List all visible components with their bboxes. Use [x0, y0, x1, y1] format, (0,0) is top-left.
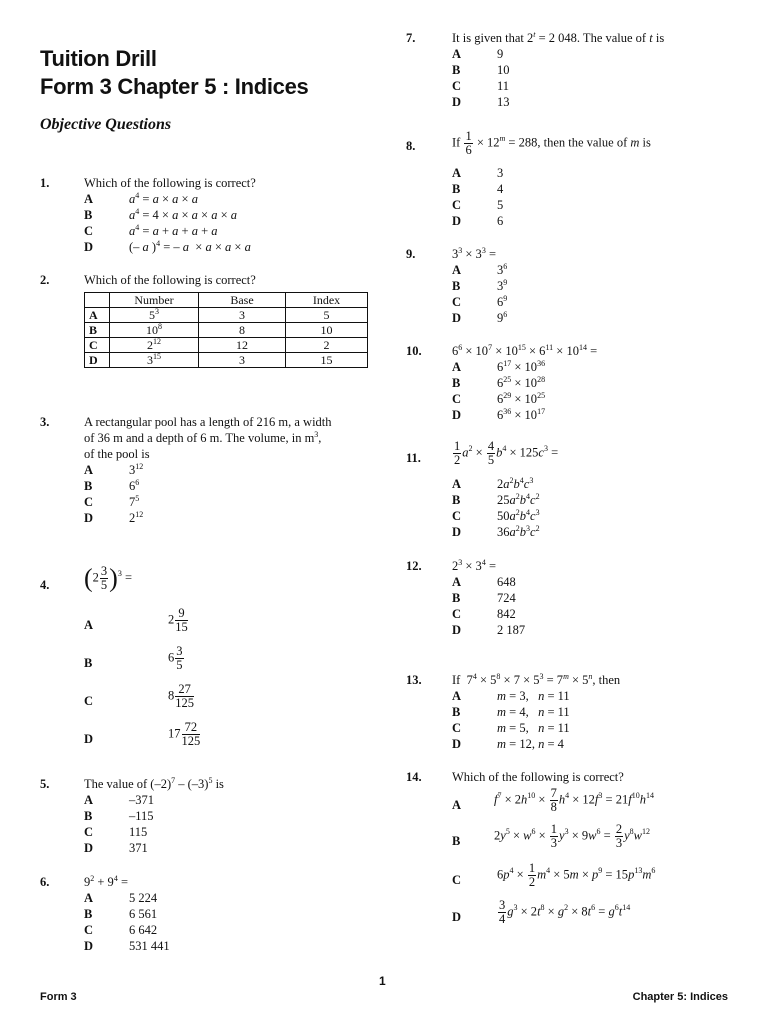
question-number: 2.: [40, 273, 50, 287]
option-label: C: [452, 607, 462, 621]
option-label: C: [85, 338, 110, 353]
option-label: C: [84, 224, 94, 238]
option-value: 10: [497, 63, 510, 77]
question-expression: (2 $\frac{3}{5}$ )$^3$ =: [84, 563, 133, 593]
question-14: [406, 769, 746, 939]
table-header: Base: [199, 293, 286, 308]
option-value: $6p^4$ × $\frac{1}{2}$ $m^4 \times 5m \times p^9 = 15p^{13}m^6$: [497, 861, 656, 889]
option-label: D: [452, 737, 462, 751]
option-value: m = 5, n = 11: [497, 721, 570, 735]
option-value: 5: [497, 198, 504, 212]
question-stem: $\frac{1}{2}$ $a^2$ × $\frac{4}{5}$ $b^4 \times 125c^3$ =: [454, 439, 559, 467]
question-stem: of the pool is: [84, 447, 150, 461]
page-title-line2: Form 3 Chapter 5 : Indices: [40, 74, 309, 99]
table-cell: 3: [199, 353, 286, 368]
option-value: (– a )$^4$ = – a × a × a × a: [129, 238, 251, 254]
option-label: C: [452, 295, 462, 309]
option-label: A: [84, 463, 94, 477]
question-10: [406, 343, 736, 423]
option-label: C: [84, 923, 94, 937]
option-label: A: [84, 793, 94, 807]
option-value: 6 $\frac{3}{5}$: [168, 644, 183, 672]
option-value: 4: [497, 182, 504, 196]
option-label: A: [84, 192, 94, 206]
option-label: B: [84, 208, 93, 222]
question-stem: $2^3 \times 3^4$ =: [452, 557, 496, 573]
question-number: 3.: [40, 415, 50, 429]
option-value: $a^4 = 4 \times a \times a \times a \times a$: [129, 206, 238, 222]
table-cell: 12: [199, 338, 286, 353]
page-title-line1: Tuition Drill: [40, 46, 157, 71]
question-stem: Which of the following is correct?: [452, 770, 624, 784]
question-number: 4.: [40, 578, 50, 592]
table-row: [85, 308, 368, 323]
option-value: 115: [129, 825, 148, 839]
option-label: C: [452, 873, 462, 887]
option-value: 6 561: [129, 907, 158, 921]
question-6: [40, 874, 370, 954]
option-value: $6^6$: [129, 477, 140, 493]
option-value: $50a^2b^4c^3$: [497, 507, 540, 523]
option-value: $6^{17} \times 10^{36}$: [497, 358, 546, 374]
option-value: 724: [497, 591, 516, 605]
option-label: B: [452, 376, 461, 390]
option-value: $7^5$: [129, 493, 140, 509]
option-label: D: [452, 311, 462, 325]
option-label: C: [452, 392, 462, 406]
option-label: D: [452, 623, 462, 637]
question-stem: Which of the following is correct?: [84, 273, 256, 287]
option-label: D: [84, 511, 94, 525]
options-table: [84, 292, 368, 368]
option-label: D: [85, 353, 110, 368]
option-label: A: [84, 618, 94, 632]
question-stem: of 36 m and a depth of 6 m. The volume, in $m^3$,: [84, 429, 322, 445]
option-value: 3: [497, 166, 504, 180]
option-value: 8 $\frac{27}{125}$: [168, 682, 194, 710]
option-value: m = 12, n = 4: [497, 737, 564, 751]
question-number: 12.: [406, 559, 422, 573]
option-label: D: [84, 939, 94, 953]
option-value: 842: [497, 607, 516, 621]
question-8: [406, 130, 736, 230]
question-number: 6.: [40, 875, 50, 889]
option-value: $2a^2b^4c^3$: [497, 475, 534, 491]
option-label: B: [452, 591, 461, 605]
question-number: 13.: [406, 673, 422, 687]
option-value: $25a^2b^4c^2$: [497, 491, 540, 507]
section-heading: Objective Questions: [40, 116, 172, 133]
option-value: 5 224: [129, 891, 158, 905]
option-label: A: [452, 689, 462, 703]
option-value: $36a^2b^3c^2$: [497, 523, 540, 539]
question-number: 1.: [40, 176, 50, 190]
table-cell: 8: [199, 323, 286, 338]
option-value: $6^{25} \times 10^{28}$: [497, 374, 546, 390]
option-label: A: [85, 308, 110, 323]
option-value: $3^9$: [497, 277, 508, 293]
option-label: C: [452, 509, 462, 523]
option-value: $a^4 = a + a + a + a$: [129, 222, 218, 238]
footer-right: Chapter 5: Indices: [632, 991, 728, 1003]
option-label: B: [85, 323, 110, 338]
table-cell: 2: [286, 338, 368, 353]
table-cell: $2^{12}$: [110, 338, 199, 353]
table-header: Index: [286, 293, 368, 308]
option-value: 2 187: [497, 623, 526, 637]
option-label: B: [84, 907, 93, 921]
option-label: D: [452, 214, 462, 228]
option-value: 6 642: [129, 923, 158, 937]
option-label: B: [452, 493, 461, 507]
question-stem: The value of $(-2)^7 - (-3)^5$ is: [84, 775, 224, 791]
table-row: [85, 323, 368, 338]
option-label: B: [84, 656, 93, 670]
option-label: C: [452, 721, 462, 735]
table-cell: $3^{15}$: [110, 353, 199, 368]
option-value: –371: [129, 793, 154, 807]
option-label: A: [452, 477, 462, 491]
option-label: D: [452, 95, 462, 109]
option-value: $2y^5 \times w^6$ × $\frac{1}{3}$ $y^3 \times 9w^6$ = $\frac{2}{3}$ $y^8w^{12}$: [494, 822, 650, 850]
option-label: C: [84, 495, 94, 509]
option-value: 9: [497, 47, 504, 61]
table-row: [85, 353, 368, 368]
option-label: C: [452, 198, 462, 212]
option-label: C: [84, 825, 94, 839]
option-value: $3^{12}$: [129, 461, 144, 477]
option-value: $6^{29} \times 10^{25}$: [497, 390, 546, 406]
table-cell: $10^8$: [110, 323, 199, 338]
option-label: B: [452, 63, 461, 77]
option-label: B: [84, 809, 93, 823]
table-cell: 5: [286, 308, 368, 323]
option-label: D: [84, 841, 94, 855]
option-label: B: [452, 834, 461, 848]
option-value: –115: [129, 809, 154, 823]
option-value: $\frac{3}{4}$ $g^3 \times 2t^8 \times g^2 \times 8t^6 = g^6t^{14}$: [499, 898, 631, 926]
question-stem: If $7^4 \times 5^8 \times 7 \times 5^3 = 7^m \times 5^n$, then: [452, 671, 621, 687]
question-number: 9.: [406, 247, 416, 261]
option-label: D: [84, 732, 94, 746]
option-value: 13: [497, 95, 510, 109]
option-label: C: [452, 79, 462, 93]
option-value: 6: [497, 214, 504, 228]
option-label: D: [84, 240, 94, 254]
option-label: A: [84, 891, 94, 905]
question-stem: Which of the following is correct?: [84, 176, 256, 190]
table-header: Number: [110, 293, 199, 308]
question-stem: If $\frac{1}{6}$ × $12^m = 288$, then the value of m is: [452, 129, 651, 157]
question-11: [406, 440, 736, 545]
question-number: 8.: [406, 139, 416, 153]
question-number: 10.: [406, 344, 422, 358]
question-13: [406, 672, 736, 752]
option-label: A: [452, 575, 462, 589]
question-stem: $3^3 \times 3^3$ =: [452, 245, 496, 261]
question-3: [40, 414, 370, 526]
question-2: [40, 272, 380, 382]
option-value: $a^4 = a \times a \times a$: [129, 190, 198, 206]
question-stem: It is given that $2^t = 2$ 048. The value of t is: [452, 29, 665, 45]
option-value: 648: [497, 575, 516, 589]
option-label: A: [452, 166, 462, 180]
option-value: m = 4, n = 11: [497, 705, 570, 719]
option-value: m = 3, n = 11: [497, 689, 570, 703]
option-label: A: [452, 263, 462, 277]
question-5: [40, 776, 370, 856]
option-label: D: [452, 525, 462, 539]
table-cell: 15: [286, 353, 368, 368]
option-label: A: [452, 360, 462, 374]
question-number: 11.: [406, 451, 421, 465]
page-number: 1: [379, 974, 386, 988]
table-row: [85, 338, 368, 353]
table-cell: 10: [286, 323, 368, 338]
option-value: $2^{12}$: [129, 509, 144, 525]
footer-left: Form 3: [40, 991, 77, 1003]
option-value: 17 $\frac{72}{125}$: [168, 720, 201, 748]
question-number: 7.: [406, 31, 416, 45]
option-label: A: [452, 798, 462, 812]
table-cell: 3: [199, 308, 286, 323]
option-value: 2 $\frac{9}{15}$: [168, 606, 188, 634]
option-label: B: [452, 279, 461, 293]
question-number: 14.: [406, 770, 422, 784]
table-header: [85, 293, 110, 308]
option-value: $3^6$: [497, 261, 508, 277]
question-stem: A rectangular pool has a length of 216 m, a width: [84, 415, 332, 429]
option-label: B: [452, 705, 461, 719]
option-label: C: [84, 694, 94, 708]
question-number: 5.: [40, 777, 50, 791]
table-cell: $5^3$: [110, 308, 199, 323]
option-label: B: [452, 182, 461, 196]
question-7: [406, 30, 736, 110]
option-label: B: [84, 479, 93, 493]
option-value: $f^7 \times 2h^{10}$ × $\frac{7}{8}$ $h^4 \times 12f^3 = 21f^{10}h^{14}$: [494, 786, 654, 814]
question-stem: $9^2 + 9^4$ =: [84, 873, 128, 889]
option-value: $9^6$: [497, 309, 508, 325]
option-label: D: [452, 910, 462, 924]
option-value: $6^9$: [497, 293, 508, 309]
question-9: [406, 246, 736, 326]
option-value: 371: [129, 841, 148, 855]
option-value: 531 441: [129, 939, 170, 953]
question-stem: $6^6 \times 10^7 \times 10^{15} \times 6^{11} \times 10^{14}$ =: [452, 342, 598, 358]
question-1: [40, 175, 360, 255]
option-label: A: [452, 47, 462, 61]
option-label: D: [452, 408, 462, 422]
question-4: [40, 565, 370, 765]
option-value: 11: [497, 79, 510, 93]
option-value: $6^{36} \times 10^{17}$: [497, 406, 546, 422]
question-12: [406, 558, 736, 638]
